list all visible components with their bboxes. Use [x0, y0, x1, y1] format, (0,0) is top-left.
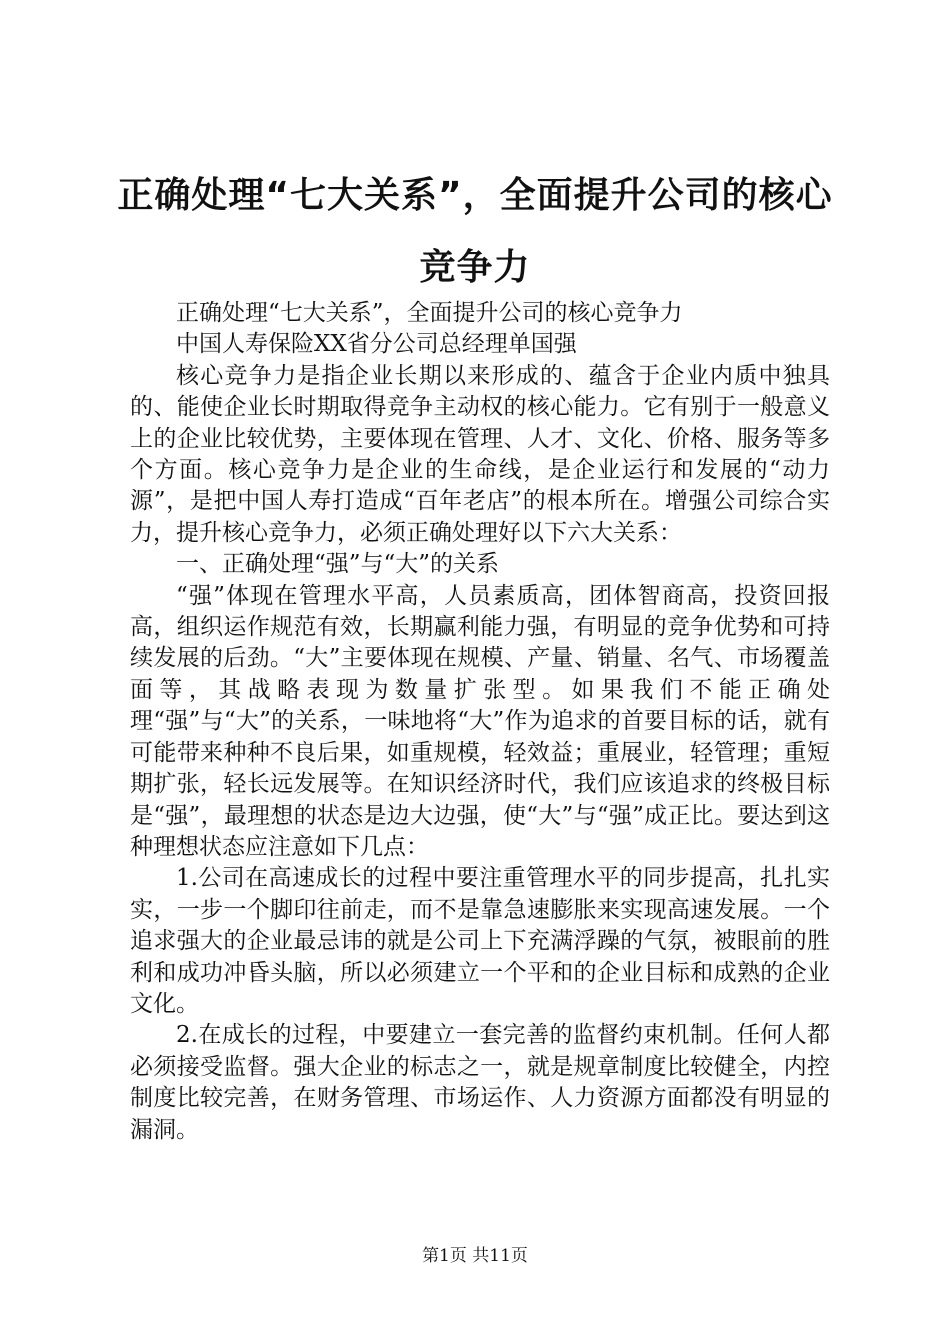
paragraph-point-1: 1.公司在高速成长的过程中要注重管理水平的同步提高，扎扎实实，一步一个脚印往前走，而不是靠急速膨胀来实现高速发展。一个追求强大的企业最忌讳的就是公司上下充满浮躁的气氛，被眼前的胜利和成功冲昏头脑，所以必须建立一个平和的企业目标和成熟的企业文化。 — [130, 865, 830, 1017]
page-title: 正确处理“七大关系”，全面提升公司的核心竞争力 — [117, 175, 833, 288]
page-number-footer: 第1页 共11页 — [422, 1246, 528, 1266]
paragraph-intro: 核心竞争力是指企业长期以来形成的、蕴含于企业内质中独具的、能使企业长时期取得竞争主动权的核心能力。它有别于一般意义上的企业比较优势，主要体现在管理、人才、文化、价格、服务等多个方面。核心竞争力是企业的生命线，是企业运行和发展的“动力源”，是把中国人寿打造成“百年老店”的根本所在。增强公司综合实力，提升核心竞争力，必须正确处理好以下六大关系： — [130, 362, 830, 546]
paragraph-author: 中国人寿保险XX省分公司总经理单国强 — [176, 331, 577, 358]
paragraph-title-repeat: 正确处理“七大关系”，全面提升公司的核心竞争力 — [176, 300, 683, 326]
paragraph-point-2: 2.在成长的过程，中要建立一套完善的监督约束机制。任何人都必须接受监督。强大企业的标志之一，就是规章制度比较健全，内控制度比较完善，在财务管理、市场运作、人力资源方面都没有明显的漏洞。 — [130, 1022, 830, 1143]
section-heading: 一、正确处理“强”与“大”的关系 — [176, 551, 500, 578]
paragraph-strong-big: “强”体现在管理水平高，人员素质高，团体智商高，投资回报高，组织运作规范有效，长期赢利能力强，有明显的竞争优势和可持续发展的后劲。“大”主要体现在规模、产量、销量、名气、市场覆盖面等，其战略表现为数量扩张型。如果我们不能正确处理“强”与“大”的关系，一味地将“大”作为追求的首要目标的话，就有可能带来种种不良后果，如重规模，轻效益；重展业，轻管理；重短期扩张，轻长远发展等。在知识经济时代，我们应该追求的终极目标是“强”，最理想的状态是边大边强，使“大”与“强”成正比。要达到这种理想状态应注意如下几点： — [130, 582, 830, 860]
document-body — [130, 298, 830, 1146]
